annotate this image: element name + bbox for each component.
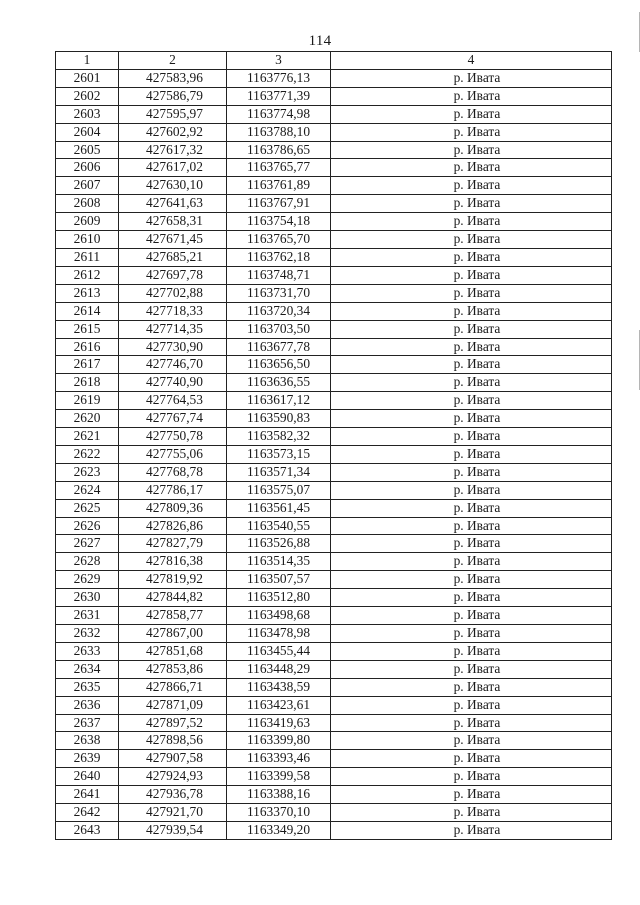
page-number: 114 (308, 33, 332, 49)
column-header-point-number: 1 (56, 52, 119, 70)
cell-object-name: р. Ивата (331, 87, 612, 105)
cell-x-coordinate: 427921,70 (119, 804, 227, 822)
cell-object-name: р. Ивата (331, 320, 612, 338)
cell-y-coordinate: 1163540,55 (227, 517, 331, 535)
cell-object-name: р. Ивата (331, 213, 612, 231)
table-row (56, 123, 612, 141)
cell-y-coordinate: 1163512,80 (227, 589, 331, 607)
cell-object-name: р. Ивата (331, 266, 612, 284)
table-row (56, 392, 612, 410)
cell-point-number: 2628 (56, 553, 119, 571)
cell-object-name: р. Ивата (331, 374, 612, 392)
cell-point-number: 2629 (56, 571, 119, 589)
cell-y-coordinate: 1163399,58 (227, 768, 331, 786)
cell-object-name: р. Ивата (331, 195, 612, 213)
cell-y-coordinate: 1163498,68 (227, 607, 331, 625)
cell-object-name: р. Ивата (331, 750, 612, 768)
cell-point-number: 2614 (56, 302, 119, 320)
cell-x-coordinate: 427617,32 (119, 141, 227, 159)
table-row (56, 105, 612, 123)
cell-point-number: 2637 (56, 714, 119, 732)
cell-object-name: р. Ивата (331, 284, 612, 302)
cell-point-number: 2621 (56, 428, 119, 446)
cell-object-name: р. Ивата (331, 410, 612, 428)
cell-x-coordinate: 427617,02 (119, 159, 227, 177)
cell-y-coordinate: 1163526,88 (227, 535, 331, 553)
cell-x-coordinate: 427866,71 (119, 678, 227, 696)
cell-x-coordinate: 427907,58 (119, 750, 227, 768)
cell-x-coordinate: 427826,86 (119, 517, 227, 535)
cell-y-coordinate: 1163590,83 (227, 410, 331, 428)
cell-object-name: р. Ивата (331, 302, 612, 320)
table-body (56, 69, 612, 839)
cell-object-name: р. Ивата (331, 660, 612, 678)
cell-point-number: 2615 (56, 320, 119, 338)
cell-point-number: 2626 (56, 517, 119, 535)
cell-x-coordinate: 427844,82 (119, 589, 227, 607)
cell-object-name: р. Ивата (331, 105, 612, 123)
cell-y-coordinate: 1163514,35 (227, 553, 331, 571)
cell-point-number: 2618 (56, 374, 119, 392)
cell-point-number: 2640 (56, 768, 119, 786)
cell-x-coordinate: 427718,33 (119, 302, 227, 320)
cell-object-name: р. Ивата (331, 463, 612, 481)
cell-point-number: 2625 (56, 499, 119, 517)
cell-y-coordinate: 1163388,16 (227, 786, 331, 804)
table-row (56, 374, 612, 392)
cell-object-name: р. Ивата (331, 625, 612, 643)
cell-object-name: р. Ивата (331, 589, 612, 607)
cell-x-coordinate: 427658,31 (119, 213, 227, 231)
cell-point-number: 2616 (56, 338, 119, 356)
cell-x-coordinate: 427671,45 (119, 231, 227, 249)
cell-x-coordinate: 427685,21 (119, 248, 227, 266)
cell-object-name: р. Ивата (331, 231, 612, 249)
cell-x-coordinate: 427819,92 (119, 571, 227, 589)
cell-point-number: 2632 (56, 625, 119, 643)
cell-point-number: 2627 (56, 535, 119, 553)
cell-point-number: 2619 (56, 392, 119, 410)
cell-y-coordinate: 1163573,15 (227, 445, 331, 463)
cell-object-name: р. Ивата (331, 177, 612, 195)
cell-point-number: 2601 (56, 69, 119, 87)
cell-x-coordinate: 427936,78 (119, 786, 227, 804)
cell-y-coordinate: 1163786,65 (227, 141, 331, 159)
cell-y-coordinate: 1163720,34 (227, 302, 331, 320)
cell-point-number: 2635 (56, 678, 119, 696)
cell-y-coordinate: 1163393,46 (227, 750, 331, 768)
cell-point-number: 2639 (56, 750, 119, 768)
cell-point-number: 2643 (56, 821, 119, 839)
table-row (56, 589, 612, 607)
cell-x-coordinate: 427595,97 (119, 105, 227, 123)
cell-y-coordinate: 1163438,59 (227, 678, 331, 696)
cell-x-coordinate: 427939,54 (119, 821, 227, 839)
table-row (56, 177, 612, 195)
table-row (56, 768, 612, 786)
cell-x-coordinate: 427714,35 (119, 320, 227, 338)
cell-x-coordinate: 427767,74 (119, 410, 227, 428)
table-row (56, 678, 612, 696)
cell-object-name: р. Ивата (331, 821, 612, 839)
table-row (56, 499, 612, 517)
cell-x-coordinate: 427730,90 (119, 338, 227, 356)
cell-object-name: р. Ивата (331, 804, 612, 822)
cell-x-coordinate: 427827,79 (119, 535, 227, 553)
cell-point-number: 2622 (56, 445, 119, 463)
cell-y-coordinate: 1163677,78 (227, 338, 331, 356)
cell-point-number: 2630 (56, 589, 119, 607)
header-row (56, 52, 612, 70)
cell-point-number: 2634 (56, 660, 119, 678)
cell-y-coordinate: 1163423,61 (227, 696, 331, 714)
table-row (56, 320, 612, 338)
cell-object-name: р. Ивата (331, 696, 612, 714)
table-row (56, 553, 612, 571)
cell-point-number: 2617 (56, 356, 119, 374)
cell-y-coordinate: 1163419,63 (227, 714, 331, 732)
cell-x-coordinate: 427809,36 (119, 499, 227, 517)
cell-y-coordinate: 1163748,71 (227, 266, 331, 284)
cell-point-number: 2604 (56, 123, 119, 141)
cell-y-coordinate: 1163617,12 (227, 392, 331, 410)
cell-y-coordinate: 1163561,45 (227, 499, 331, 517)
table-row (56, 266, 612, 284)
column-header-object: 4 (331, 52, 612, 70)
cell-object-name: р. Ивата (331, 356, 612, 374)
cell-x-coordinate: 427641,63 (119, 195, 227, 213)
table-row (56, 481, 612, 499)
cell-object-name: р. Ивата (331, 642, 612, 660)
coordinates-table (55, 51, 612, 840)
table-row (56, 302, 612, 320)
table-header (56, 52, 612, 70)
table-row (56, 428, 612, 446)
cell-y-coordinate: 1163754,18 (227, 213, 331, 231)
cell-point-number: 2611 (56, 248, 119, 266)
cell-y-coordinate: 1163349,20 (227, 821, 331, 839)
cell-x-coordinate: 427746,70 (119, 356, 227, 374)
table-row (56, 69, 612, 87)
cell-object-name: р. Ивата (331, 571, 612, 589)
table-row (56, 821, 612, 839)
cell-point-number: 2605 (56, 141, 119, 159)
table-row (56, 463, 612, 481)
cell-y-coordinate: 1163731,70 (227, 284, 331, 302)
cell-object-name: р. Ивата (331, 607, 612, 625)
cell-object-name: р. Ивата (331, 481, 612, 499)
cell-point-number: 2623 (56, 463, 119, 481)
cell-y-coordinate: 1163370,10 (227, 804, 331, 822)
cell-x-coordinate: 427702,88 (119, 284, 227, 302)
cell-point-number: 2609 (56, 213, 119, 231)
cell-y-coordinate: 1163478,98 (227, 625, 331, 643)
cell-y-coordinate: 1163788,10 (227, 123, 331, 141)
cell-x-coordinate: 427764,53 (119, 392, 227, 410)
cell-y-coordinate: 1163448,29 (227, 660, 331, 678)
table-row (56, 696, 612, 714)
cell-object-name: р. Ивата (331, 69, 612, 87)
cell-x-coordinate: 427586,79 (119, 87, 227, 105)
table-row (56, 642, 612, 660)
cell-point-number: 2638 (56, 732, 119, 750)
cell-point-number: 2607 (56, 177, 119, 195)
table-row (56, 159, 612, 177)
cell-x-coordinate: 427768,78 (119, 463, 227, 481)
cell-point-number: 2624 (56, 481, 119, 499)
cell-y-coordinate: 1163455,44 (227, 642, 331, 660)
table-row (56, 87, 612, 105)
cell-y-coordinate: 1163399,80 (227, 732, 331, 750)
cell-point-number: 2613 (56, 284, 119, 302)
cell-x-coordinate: 427853,86 (119, 660, 227, 678)
cell-x-coordinate: 427583,96 (119, 69, 227, 87)
table-row (56, 535, 612, 553)
cell-y-coordinate: 1163575,07 (227, 481, 331, 499)
table-row (56, 660, 612, 678)
cell-x-coordinate: 427897,52 (119, 714, 227, 732)
cell-object-name: р. Ивата (331, 535, 612, 553)
cell-y-coordinate: 1163774,98 (227, 105, 331, 123)
cell-object-name: р. Ивата (331, 786, 612, 804)
cell-y-coordinate: 1163761,89 (227, 177, 331, 195)
cell-x-coordinate: 427786,17 (119, 481, 227, 499)
cell-object-name: р. Ивата (331, 714, 612, 732)
table-row (56, 625, 612, 643)
table-row (56, 410, 612, 428)
cell-x-coordinate: 427898,56 (119, 732, 227, 750)
cell-point-number: 2641 (56, 786, 119, 804)
cell-point-number: 2633 (56, 642, 119, 660)
table-row (56, 750, 612, 768)
cell-object-name: р. Ивата (331, 428, 612, 446)
cell-x-coordinate: 427755,06 (119, 445, 227, 463)
cell-object-name: р. Ивата (331, 553, 612, 571)
table-row (56, 517, 612, 535)
cell-object-name: р. Ивата (331, 517, 612, 535)
cell-y-coordinate: 1163656,50 (227, 356, 331, 374)
cell-object-name: р. Ивата (331, 392, 612, 410)
cell-object-name: р. Ивата (331, 445, 612, 463)
cell-y-coordinate: 1163762,18 (227, 248, 331, 266)
cell-object-name: р. Ивата (331, 123, 612, 141)
cell-point-number: 2612 (56, 266, 119, 284)
table-row (56, 248, 612, 266)
table-row (56, 571, 612, 589)
table-row (56, 607, 612, 625)
cell-y-coordinate: 1163767,91 (227, 195, 331, 213)
table-row (56, 213, 612, 231)
table-row (56, 141, 612, 159)
cell-object-name: р. Ивата (331, 768, 612, 786)
cell-y-coordinate: 1163703,50 (227, 320, 331, 338)
table-row (56, 804, 612, 822)
table-row (56, 732, 612, 750)
table-row (56, 786, 612, 804)
cell-y-coordinate: 1163765,70 (227, 231, 331, 249)
table-row (56, 356, 612, 374)
cell-x-coordinate: 427602,92 (119, 123, 227, 141)
cell-y-coordinate: 1163776,13 (227, 69, 331, 87)
cell-point-number: 2608 (56, 195, 119, 213)
cell-x-coordinate: 427816,38 (119, 553, 227, 571)
column-header-x: 2 (119, 52, 227, 70)
cell-object-name: р. Ивата (331, 248, 612, 266)
cell-x-coordinate: 427851,68 (119, 642, 227, 660)
cell-x-coordinate: 427858,77 (119, 607, 227, 625)
cell-y-coordinate: 1163771,39 (227, 87, 331, 105)
cell-point-number: 2636 (56, 696, 119, 714)
cell-object-name: р. Ивата (331, 338, 612, 356)
cell-y-coordinate: 1163582,32 (227, 428, 331, 446)
table-row (56, 445, 612, 463)
table-row (56, 338, 612, 356)
cell-x-coordinate: 427697,78 (119, 266, 227, 284)
cell-object-name: р. Ивата (331, 141, 612, 159)
cell-y-coordinate: 1163765,77 (227, 159, 331, 177)
cell-point-number: 2642 (56, 804, 119, 822)
cell-object-name: р. Ивата (331, 159, 612, 177)
cell-object-name: р. Ивата (331, 499, 612, 517)
cell-y-coordinate: 1163571,34 (227, 463, 331, 481)
table-row (56, 231, 612, 249)
cell-y-coordinate: 1163507,57 (227, 571, 331, 589)
cell-y-coordinate: 1163636,55 (227, 374, 331, 392)
cell-point-number: 2606 (56, 159, 119, 177)
cell-point-number: 2620 (56, 410, 119, 428)
cell-x-coordinate: 427924,93 (119, 768, 227, 786)
cell-object-name: р. Ивата (331, 678, 612, 696)
cell-object-name: р. Ивата (331, 732, 612, 750)
table-row (56, 284, 612, 302)
cell-x-coordinate: 427871,09 (119, 696, 227, 714)
cell-point-number: 2602 (56, 87, 119, 105)
cell-point-number: 2603 (56, 105, 119, 123)
cell-x-coordinate: 427750,78 (119, 428, 227, 446)
table-row (56, 195, 612, 213)
cell-x-coordinate: 427630,10 (119, 177, 227, 195)
cell-point-number: 2610 (56, 231, 119, 249)
cell-x-coordinate: 427740,90 (119, 374, 227, 392)
table-row (56, 714, 612, 732)
column-header-y: 3 (227, 52, 331, 70)
cell-x-coordinate: 427867,00 (119, 625, 227, 643)
cell-point-number: 2631 (56, 607, 119, 625)
